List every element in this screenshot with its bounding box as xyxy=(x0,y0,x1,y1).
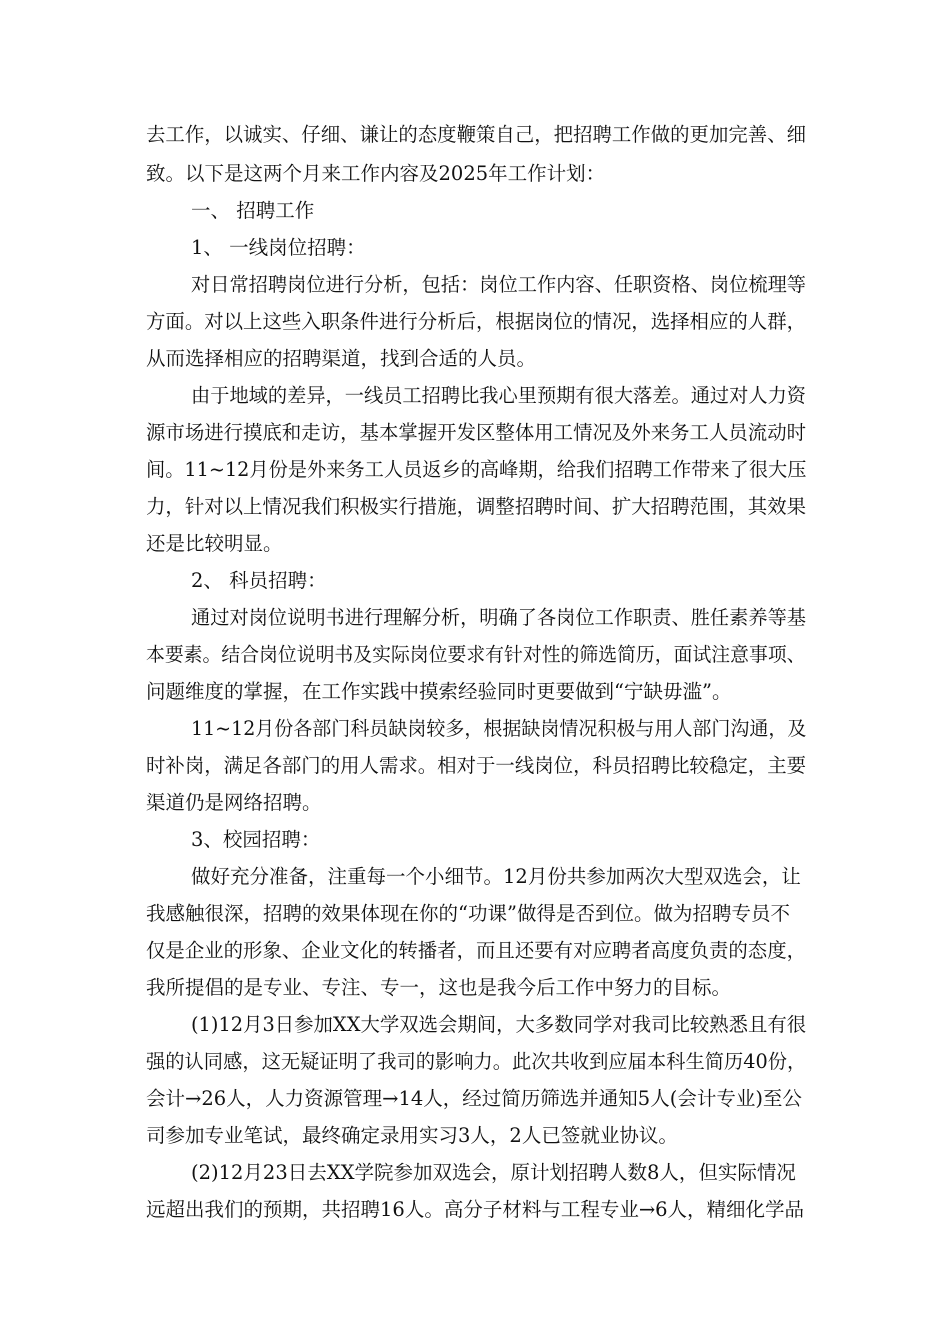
paragraph-line: 通过对岗位说明书进行理解分析，明确了各岗位工作职责、胜任素养等基 xyxy=(191,606,807,629)
section-heading: 一、 招聘工作 xyxy=(191,199,315,222)
paragraph-line: 间。11~12月份是外来务工人员返乡的高峰期，给我们招聘工作带来了很大压 xyxy=(146,458,807,481)
paragraph-line: (2)12月23日去XX学院参加双选会，原计划招聘人数8人，但实际情况 xyxy=(191,1161,796,1184)
paragraph-line: 源市场进行摸底和走访，基本掌握开发区整体用工情况及外来务工人员流动时 xyxy=(146,421,807,444)
paragraph-line: 从而选择相应的招聘渠道，找到合适的人员。 xyxy=(146,347,537,370)
paragraph-line: 11~12月份各部门科员缺岗较多，根据缺岗情况积极与用人部门沟通，及 xyxy=(191,717,807,740)
paragraph-line: 远超出我们的预期，共招聘16人。高分子材料与工程专业→6人，精细化学品 xyxy=(146,1198,805,1221)
paragraph-line: 司参加专业笔试，最终确定录用实习3人，2人已签就业协议。 xyxy=(146,1124,678,1147)
paragraph-line: 强的认同感，这无疑证明了我司的影响力。此次共收到应届本科生简历40份， xyxy=(146,1050,807,1073)
paragraph-line: 做好充分准备，注重每一个小细节。12月份共参加两次大型双选会，让 xyxy=(191,865,801,888)
paragraph-line: 还是比较明显。 xyxy=(146,532,283,555)
subsection-heading: 2、 科员招聘： xyxy=(191,569,327,592)
paragraph-line: 去工作，以诚实、仔细、谦让的态度鞭策自己，把招聘工作做的更加完善、细 xyxy=(146,123,807,146)
paragraph-line: 会计→26人，人力资源管理→14人，经过简历筛选并通知5人(会计专业)至公 xyxy=(146,1087,802,1110)
paragraph-line: 仅是企业的形象、企业文化的转播者，而且还要有对应聘者高度负责的态度， xyxy=(146,939,807,962)
paragraph-line: 我感触很深，招聘的效果体现在你的“功课”做得是否到位。做为招聘专员不 xyxy=(146,902,790,925)
paragraph-line: 由于地域的差异，一线员工招聘比我心里预期有很大落差。通过对人力资 xyxy=(191,384,807,407)
paragraph-line: 问题维度的掌握，在工作实践中摸索经验同时更要做到“宁缺毋滥”。 xyxy=(146,680,732,703)
paragraph-line: 对日常招聘岗位进行分析，包括：岗位工作内容、任职资格、岗位梳理等 xyxy=(191,273,807,296)
paragraph-line: (1)12月3日参加XX大学双选会期间，大多数同学对我司比较熟悉且有很 xyxy=(191,1013,807,1036)
paragraph-line: 方面。对以上这些入职条件进行分析后，根据岗位的情况，选择相应的人群， xyxy=(146,310,807,333)
paragraph-line: 本要素。结合岗位说明书及实际岗位要求有针对性的筛选简历，面试注意事项、 xyxy=(146,643,806,666)
paragraph-line: 渠道仍是网络招聘。 xyxy=(146,791,322,814)
subsection-heading: 1、 一线岗位招聘： xyxy=(191,236,366,259)
paragraph-line: 我所提倡的是专业、专注、专一，这也是我今后工作中努力的目标。 xyxy=(146,976,732,999)
subsection-heading: 3、校园招聘： xyxy=(191,828,321,851)
paragraph-line: 力，针对以上情况我们积极实行措施，调整招聘时间、扩大招聘范围，其效果 xyxy=(146,495,807,518)
paragraph-line: 时补岗，满足各部门的用人需求。相对于一线岗位，科员招聘比较稳定，主要 xyxy=(146,754,807,777)
paragraph-line: 致。以下是这两个月来工作内容及2025年工作计划： xyxy=(146,162,606,185)
